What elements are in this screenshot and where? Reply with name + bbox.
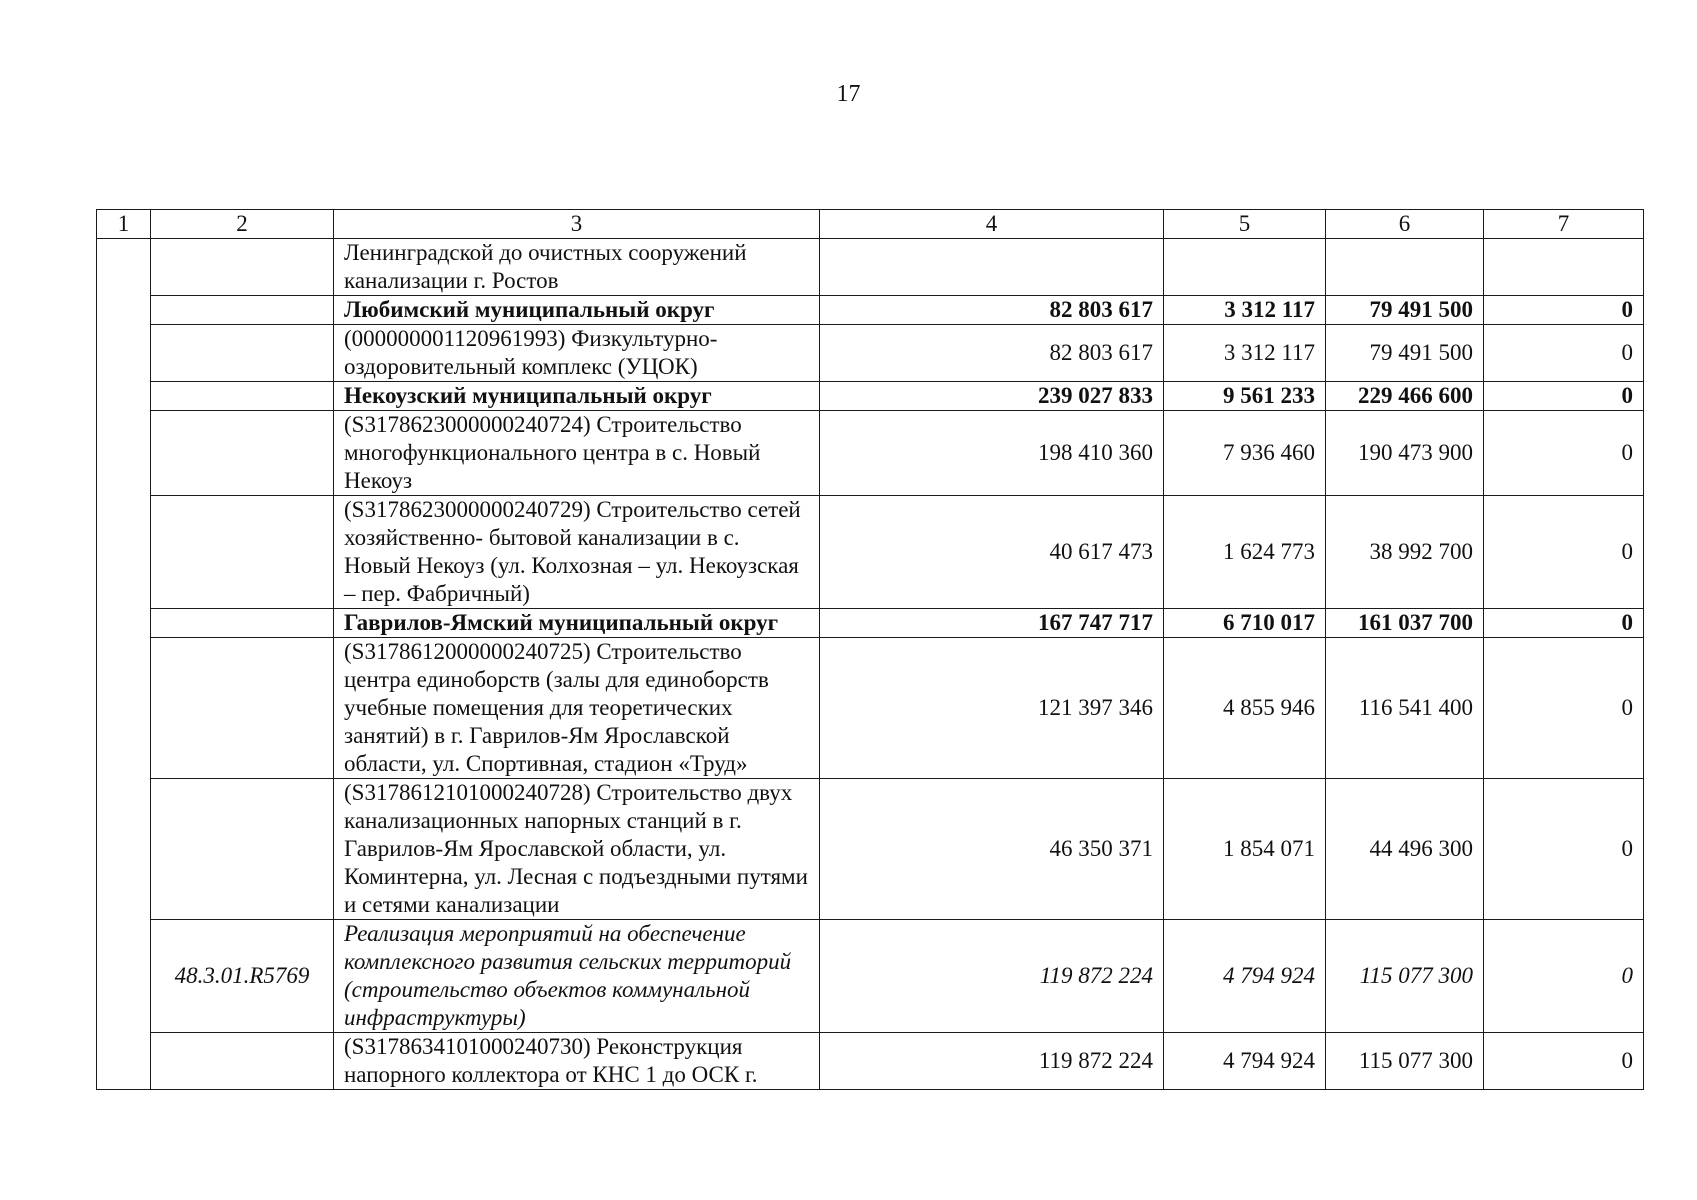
code-cell: 48.3.01.R5769	[151, 920, 334, 1033]
description-cell: (S3178612000000240725) Строительство центра единоборств (залы для единоборств учебные помещения для теоретических занятий) в г. Гаврилов-Ям Ярославской области, ул. Спортивная, стадион «Труд»	[334, 638, 820, 779]
column-5-amount-cell: 6 710 017	[1164, 609, 1326, 638]
column-header-3: 3	[334, 210, 820, 239]
column-7-amount-cell: 0	[1484, 496, 1644, 609]
column-header-7: 7	[1484, 210, 1644, 239]
column-5-amount-cell	[1164, 239, 1326, 296]
code-cell	[151, 779, 334, 920]
code-cell	[151, 609, 334, 638]
table-row-subtotal	[97, 609, 1644, 638]
code-cell	[151, 1033, 334, 1090]
column-header-6: 6	[1326, 210, 1484, 239]
header-row	[97, 210, 1644, 239]
column-7-amount-cell: 0	[1484, 1033, 1644, 1090]
table-row	[97, 411, 1644, 496]
column-5-amount-cell: 3 312 117	[1164, 296, 1326, 325]
table-row	[97, 239, 1644, 296]
table-row	[97, 779, 1644, 920]
column-6-amount-cell: 161 037 700	[1326, 609, 1484, 638]
description-cell: Реализация мероприятий на обеспечение комплексного развития сельских территорий (строительство объектов коммунальной инфраструктуры)	[334, 920, 820, 1033]
total-amount-cell: 82 803 617	[820, 296, 1164, 325]
budget-table	[96, 209, 1644, 1090]
column-header-1: 1	[97, 210, 151, 239]
description-cell: Любимский муниципальный округ	[334, 296, 820, 325]
column-header-2: 2	[151, 210, 334, 239]
column-5-amount-cell: 4 855 946	[1164, 638, 1326, 779]
page-number: 17	[836, 81, 861, 107]
column-6-amount-cell: 190 473 900	[1326, 411, 1484, 496]
total-amount-cell: 46 350 371	[820, 779, 1164, 920]
code-cell	[151, 296, 334, 325]
total-amount-cell: 119 872 224	[820, 920, 1164, 1033]
column-6-amount-cell: 115 077 300	[1326, 1033, 1484, 1090]
description-cell: (S3178612101000240728) Строительство двух канализационных напорных станций в г. Гаврилов-Ям Ярославской области, ул. Коминтерна, ул. Лесная с подъездными путями и сетями канализации	[334, 779, 820, 920]
code-cell	[151, 411, 334, 496]
total-amount-cell: 119 872 224	[820, 1033, 1164, 1090]
column-5-amount-cell: 9 561 233	[1164, 382, 1326, 411]
column-7-amount-cell: 0	[1484, 325, 1644, 382]
column-6-amount-cell: 38 992 700	[1326, 496, 1484, 609]
description-cell: Гаврилов-Ямский муниципальный округ	[334, 609, 820, 638]
code-cell	[151, 239, 334, 296]
column-7-amount-cell: 0	[1484, 920, 1644, 1033]
code-cell	[151, 638, 334, 779]
description-cell: (S3178634101000240730) Реконструкция напорного коллектора от КНС 1 до ОСК г.	[334, 1033, 820, 1090]
column-5-amount-cell: 4 794 924	[1164, 920, 1326, 1033]
table-row	[97, 325, 1644, 382]
total-amount-cell: 198 410 360	[820, 411, 1164, 496]
column-header-5: 5	[1164, 210, 1326, 239]
total-amount-cell: 121 397 346	[820, 638, 1164, 779]
column-5-amount-cell: 4 794 924	[1164, 1033, 1326, 1090]
column-7-amount-cell: 0	[1484, 609, 1644, 638]
description-cell: (000000001120961993) Физкультурно-оздоровительный комплекс (УЦОК)	[334, 325, 820, 382]
code-cell	[151, 496, 334, 609]
total-amount-cell: 40 617 473	[820, 496, 1164, 609]
column-5-amount-cell: 3 312 117	[1164, 325, 1326, 382]
column-6-amount-cell: 44 496 300	[1326, 779, 1484, 920]
total-amount-cell: 82 803 617	[820, 325, 1164, 382]
column-7-amount-cell: 0	[1484, 638, 1644, 779]
description-cell: Ленинградской до очистных сооружений канализации г. Ростов	[334, 239, 820, 296]
table-row	[97, 496, 1644, 609]
description-cell: (S3178623000000240729) Строительство сетей хозяйственно- бытовой канализации в с. Новый Некоуз (ул. Колхозная – ул. Некоузская – пер. Фабричный)	[334, 496, 820, 609]
code-cell	[151, 382, 334, 411]
column-6-amount-cell: 79 491 500	[1326, 325, 1484, 382]
code-cell	[151, 325, 334, 382]
column-7-amount-cell: 0	[1484, 296, 1644, 325]
column-5-amount-cell: 1 624 773	[1164, 496, 1326, 609]
table-row	[97, 638, 1644, 779]
column-1-cell	[97, 239, 151, 1090]
column-6-amount-cell: 115 077 300	[1326, 920, 1484, 1033]
description-cell: (S3178623000000240724) Строительство многофункционального центра в с. Новый Некоуз	[334, 411, 820, 496]
total-amount-cell: 239 027 833	[820, 382, 1164, 411]
table-row	[97, 1033, 1644, 1090]
column-6-amount-cell: 229 466 600	[1326, 382, 1484, 411]
table-row	[97, 920, 1644, 1033]
column-7-amount-cell	[1484, 239, 1644, 296]
table-row-subtotal	[97, 296, 1644, 325]
column-6-amount-cell	[1326, 239, 1484, 296]
total-amount-cell	[820, 239, 1164, 296]
table-row-subtotal	[97, 382, 1644, 411]
total-amount-cell: 167 747 717	[820, 609, 1164, 638]
column-5-amount-cell: 7 936 460	[1164, 411, 1326, 496]
column-6-amount-cell: 79 491 500	[1326, 296, 1484, 325]
column-6-amount-cell: 116 541 400	[1326, 638, 1484, 779]
column-header-4: 4	[820, 210, 1164, 239]
description-cell: Некоузский муниципальный округ	[334, 382, 820, 411]
column-7-amount-cell: 0	[1484, 382, 1644, 411]
column-7-amount-cell: 0	[1484, 411, 1644, 496]
column-7-amount-cell: 0	[1484, 779, 1644, 920]
column-5-amount-cell: 1 854 071	[1164, 779, 1326, 920]
